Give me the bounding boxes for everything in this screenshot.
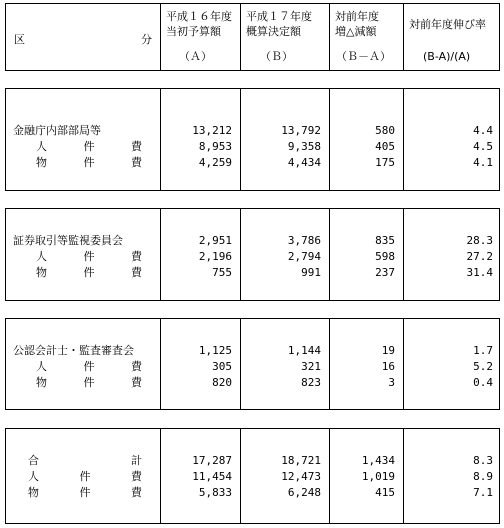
row-label: 人 件 費 [28, 470, 142, 483]
cell-b16: 4,259 [198, 156, 232, 169]
cell-diff: 835 [375, 234, 395, 247]
cell-rate: 5.2 [473, 360, 493, 373]
row-label: 物 件 費 [28, 486, 142, 499]
cell-b17: 321 [301, 360, 321, 373]
cell-diff: 16 [381, 360, 395, 373]
row-label: 人 件 費 [36, 250, 142, 263]
header-b17-line1: 平成１７年度 [246, 10, 312, 23]
row-label: 物 件 費 [36, 376, 142, 389]
cell-b17: 18,721 [281, 454, 321, 467]
cell-b17: 1,144 [287, 344, 321, 357]
cell-b17: 991 [301, 266, 321, 279]
group-name: 証券取引等監視委員会 [13, 234, 123, 247]
group-block [5, 318, 500, 410]
cell-b16: 1,125 [198, 344, 232, 357]
cell-diff: 598 [375, 250, 395, 263]
group-name: 公認会計士・監査審査会 [13, 344, 134, 357]
cell-b16: 5,833 [198, 486, 232, 499]
header-b17-line2: 概算決定額 [246, 25, 301, 38]
cell-diff: 19 [381, 344, 395, 357]
cell-b16: 11,454 [192, 470, 232, 483]
cell-b16: 305 [212, 360, 232, 373]
cell-diff: 237 [375, 266, 395, 279]
header-b16-line1: 平成１６年度 [166, 10, 232, 23]
cell-rate: 8.3 [473, 454, 493, 467]
row-label: 物 件 費 [36, 266, 142, 279]
header-category-right: 分 [141, 33, 152, 46]
cell-b16: 17,287 [192, 454, 232, 467]
cell-b17: 3,786 [287, 234, 321, 247]
cell-rate: 8.9 [473, 470, 493, 483]
cell-diff: 1,019 [361, 470, 395, 483]
header-b17-line3: （Ｂ） [260, 50, 293, 63]
cell-rate: 0.4 [473, 376, 493, 389]
cell-rate: 4.5 [473, 140, 493, 153]
group-name: 金融庁内部部局等 [13, 124, 101, 137]
cell-diff: 405 [375, 140, 395, 153]
header-diff-line1: 対前年度 [335, 10, 379, 23]
header-category-left: 区 [14, 33, 25, 46]
header-b16-line2: 当初予算額 [166, 25, 221, 38]
cell-b17: 6,248 [287, 486, 321, 499]
cell-rate: 28.3 [466, 234, 493, 247]
group-block [5, 208, 500, 301]
cell-b17: 4,434 [287, 156, 321, 169]
cell-b16: 755 [212, 266, 232, 279]
cell-b17: 9,358 [287, 140, 321, 153]
cell-rate: 27.2 [466, 250, 493, 263]
cell-diff: 1,434 [361, 454, 395, 467]
cell-b17: 13,792 [281, 124, 321, 137]
header-diff-line2: 増△減額 [335, 25, 377, 38]
totals-block [5, 428, 500, 524]
header-block [5, 3, 500, 71]
cell-diff: 3 [388, 376, 395, 389]
cell-rate: 1.7 [473, 344, 493, 357]
cell-diff: 175 [375, 156, 395, 169]
cell-diff: 415 [375, 486, 395, 499]
row-label: 物 件 費 [36, 156, 142, 169]
cell-rate: 4.4 [473, 124, 493, 137]
cell-b17: 823 [301, 376, 321, 389]
cell-rate: 4.1 [473, 156, 493, 169]
cell-rate: 31.4 [466, 266, 493, 279]
cell-rate: 7.1 [473, 486, 493, 499]
group-block [5, 88, 500, 191]
cell-b16: 2,196 [198, 250, 232, 263]
cell-b17: 2,794 [287, 250, 321, 263]
row-label: 人 件 費 [36, 360, 142, 373]
cell-b16: 820 [212, 376, 232, 389]
cell-b16: 8,953 [198, 140, 232, 153]
total-label: 合 計 [28, 454, 142, 467]
row-label: 人 件 費 [36, 140, 142, 153]
header-rate-line1: 対前年度伸び率 [409, 18, 486, 31]
header-b16-line3: （Ａ） [179, 50, 212, 63]
cell-b16: 13,212 [192, 124, 232, 137]
header-rate-line2: (B-A)/(A) [423, 50, 471, 63]
cell-b17: 12,473 [281, 470, 321, 483]
cell-diff: 580 [375, 124, 395, 137]
header-diff-line3: （Ｂ－Ａ） [336, 50, 391, 63]
cell-b16: 2,951 [198, 234, 232, 247]
